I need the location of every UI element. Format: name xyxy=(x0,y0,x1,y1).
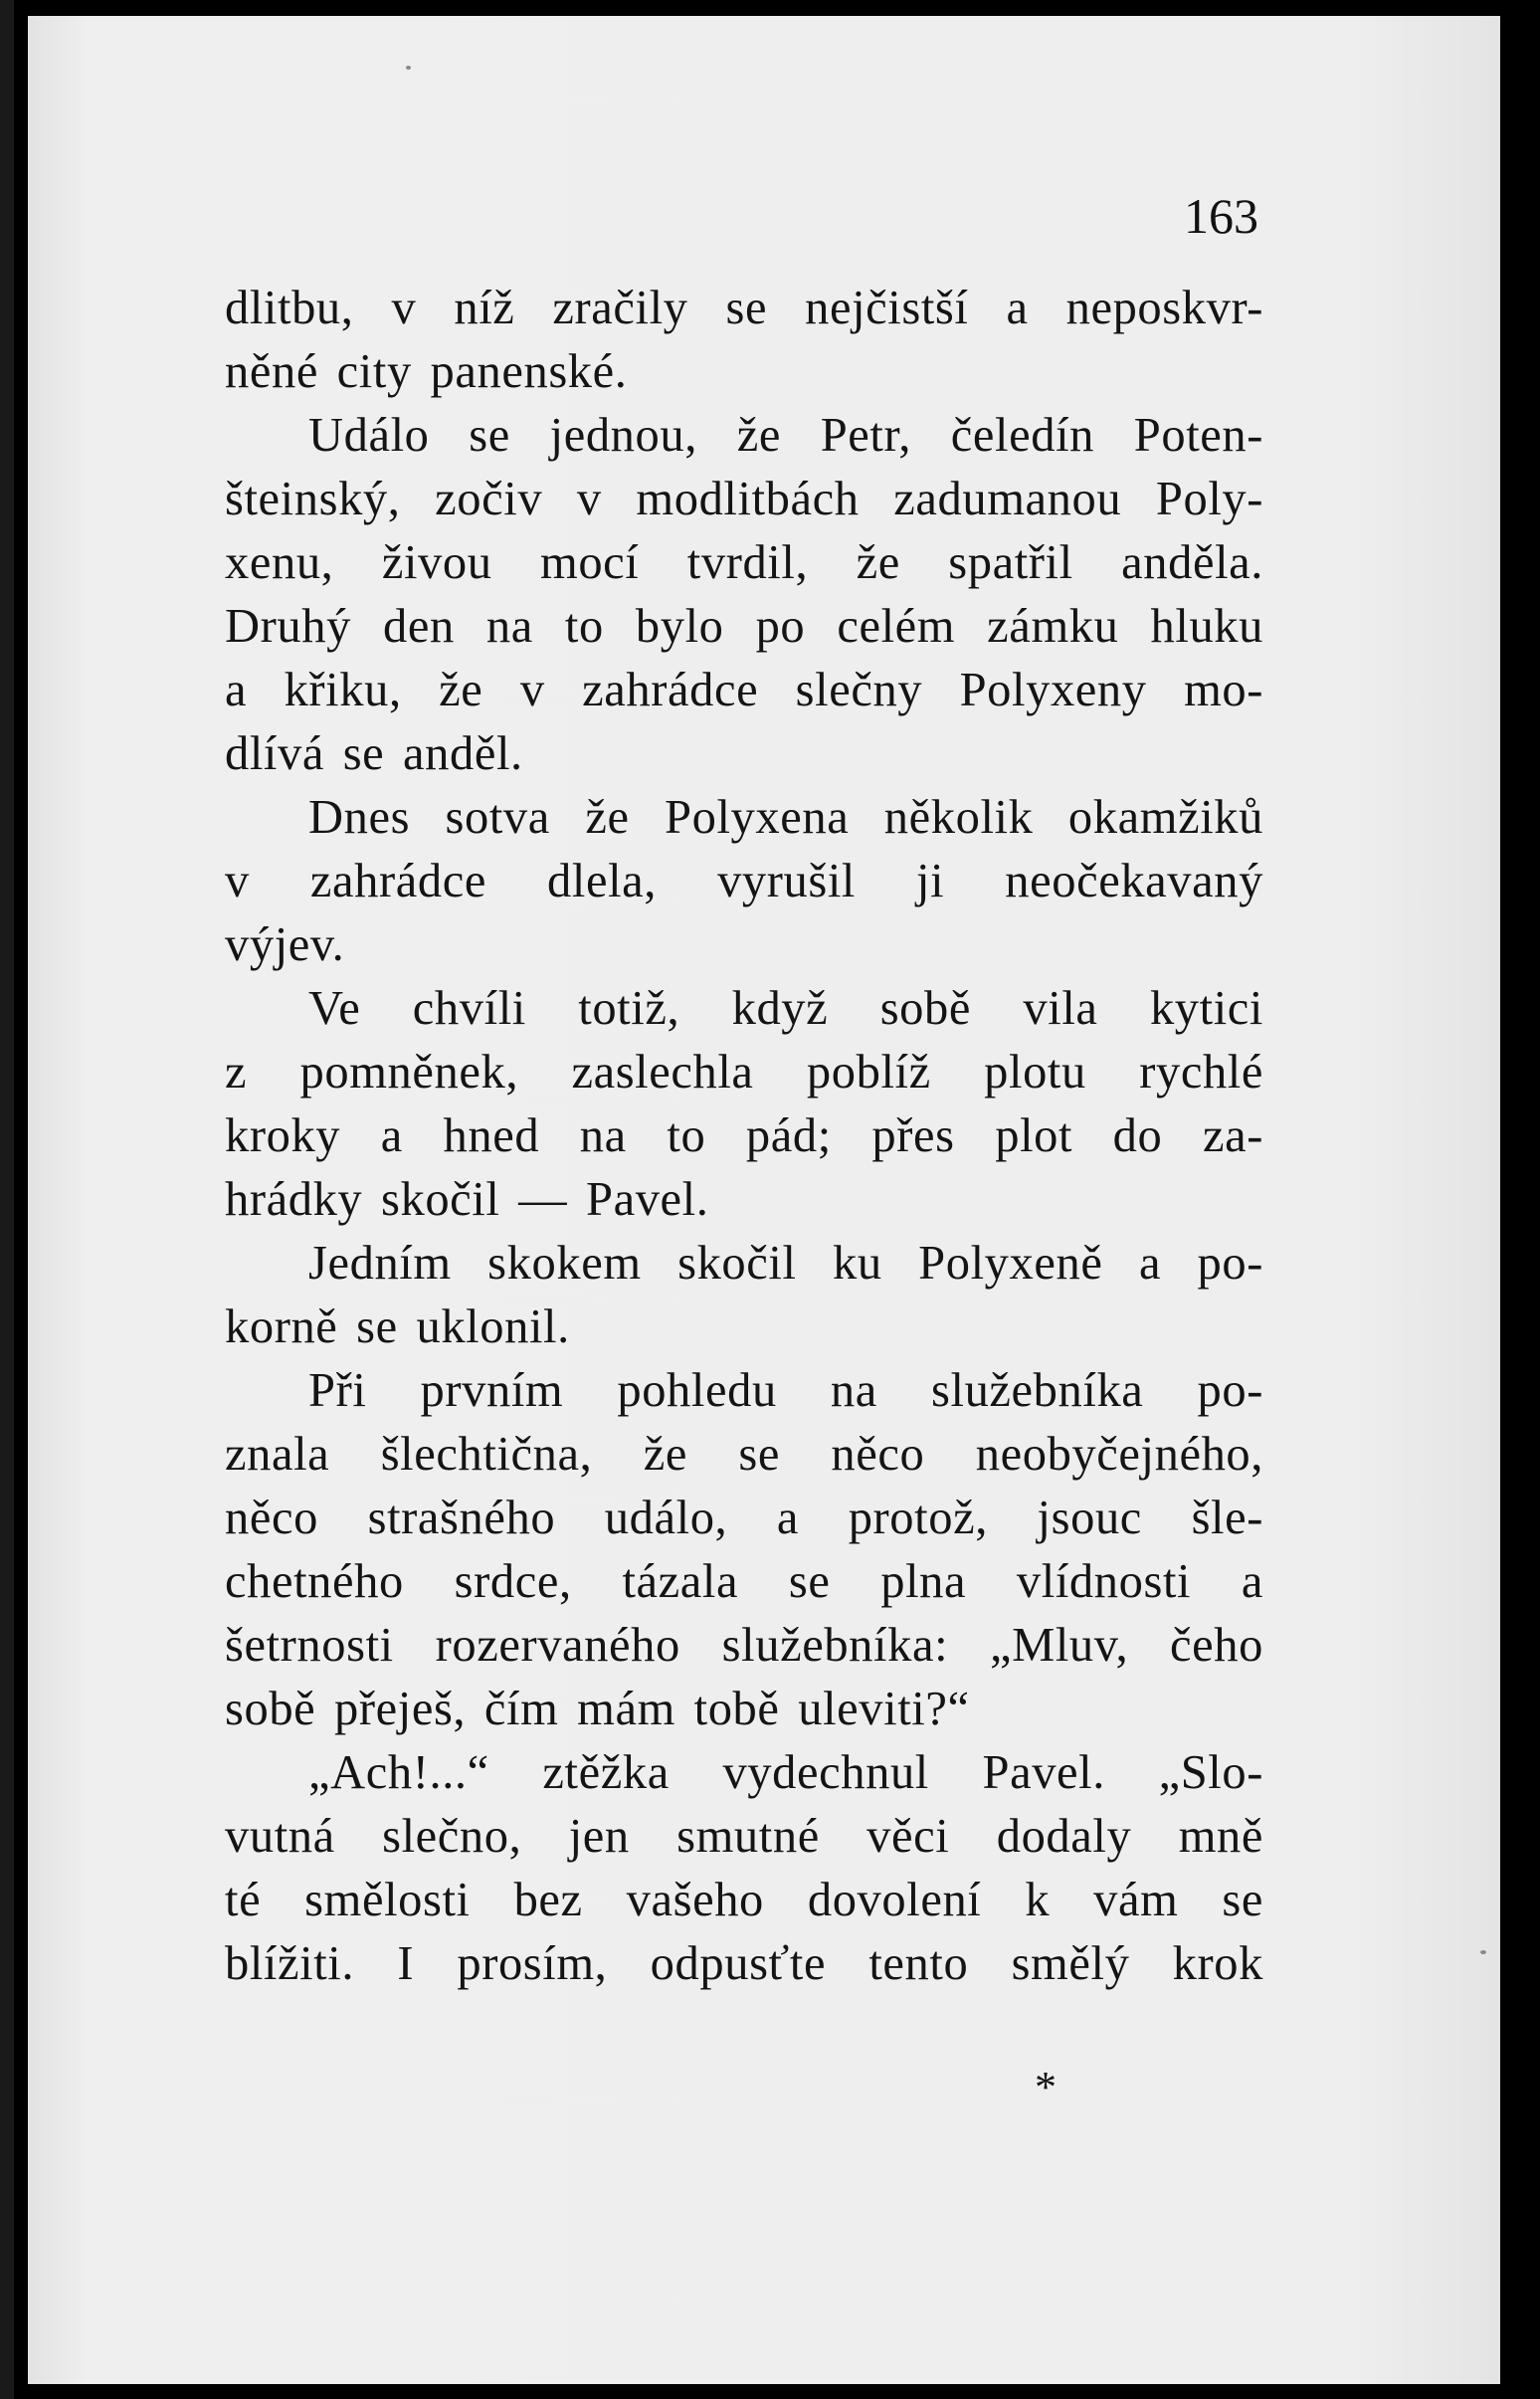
text-line: znala šlechtična, že se něco neobyčejného, xyxy=(225,1428,1263,1481)
body-text xyxy=(225,277,1263,1996)
text-line: z pomněnek, zaslechla poblíž plotu rychlé xyxy=(225,1046,1263,1099)
text-line: chetného srdce, tázala se plna vlídnosti a xyxy=(225,1555,1263,1608)
text-line: blížiti. I prosím, odpusťte tento smělý krok xyxy=(225,1937,1263,1990)
text-line: hrádky skočil — Pavel. xyxy=(225,1173,709,1226)
text-line: Jedním skokem skočil ku Polyxeně a po- xyxy=(308,1237,1263,1290)
text-line: výjev. xyxy=(225,918,345,971)
text-line: sobě přeješ, čím mám tobě uleviti?“ xyxy=(225,1683,970,1735)
text-line: v zahrádce dlela, vyrušil ji neočekavaný xyxy=(225,855,1263,907)
text-line: dlívá se anděl. xyxy=(225,727,523,780)
text-line: té smělosti bez vašeho dovolení k vám se xyxy=(225,1874,1263,1926)
paper-speck xyxy=(406,66,411,70)
text-line: šteinský, zočiv v modlitbách zadumanou Poly- xyxy=(225,473,1263,525)
text-line: Událo se jednou, že Petr, čeledín Poten- xyxy=(308,409,1263,462)
text-line: „Ach!...“ ztěžka vydechnul Pavel. „Slo- xyxy=(308,1746,1263,1799)
text-line: xenu, živou mocí tvrdil, že spatřil anděla. xyxy=(225,536,1263,589)
scan-border xyxy=(1500,0,1540,2399)
text-line: korně se uklonil. xyxy=(225,1300,570,1353)
text-line: Při prvním pohledu na služebníka po- xyxy=(308,1364,1263,1417)
text-line: Dnes sotva že Polyxena několik okamžiků xyxy=(308,791,1263,844)
text-line: něné city panenské. xyxy=(225,345,628,398)
text-line: vutná slečno, jen smutné věci dodaly mně xyxy=(225,1810,1263,1863)
text-line: něco strašného událo, a protož, jsouc šle- xyxy=(225,1492,1263,1544)
text-line: a křiku, že v zahrádce slečny Polyxeny mo- xyxy=(225,664,1263,716)
signature-mark: * xyxy=(1035,2063,1057,2111)
text-line: dlitbu, v níž zračily se nejčistší a neposkvr- xyxy=(225,282,1263,334)
paper-speck xyxy=(1480,1950,1486,1954)
text-line: šetrnosti rozervaného služebníka: „Mluv, čeho xyxy=(225,1619,1263,1672)
text-line: Ve chvíli totiž, když sobě vila kytici xyxy=(308,982,1263,1035)
binding-edge xyxy=(0,0,14,2399)
text-line: Druhý den na to bylo po celém zámku hluku xyxy=(225,600,1263,653)
text-line: kroky a hned na to pád; přes plot do za- xyxy=(225,1109,1263,1162)
page-number: 163 xyxy=(1184,188,1258,244)
